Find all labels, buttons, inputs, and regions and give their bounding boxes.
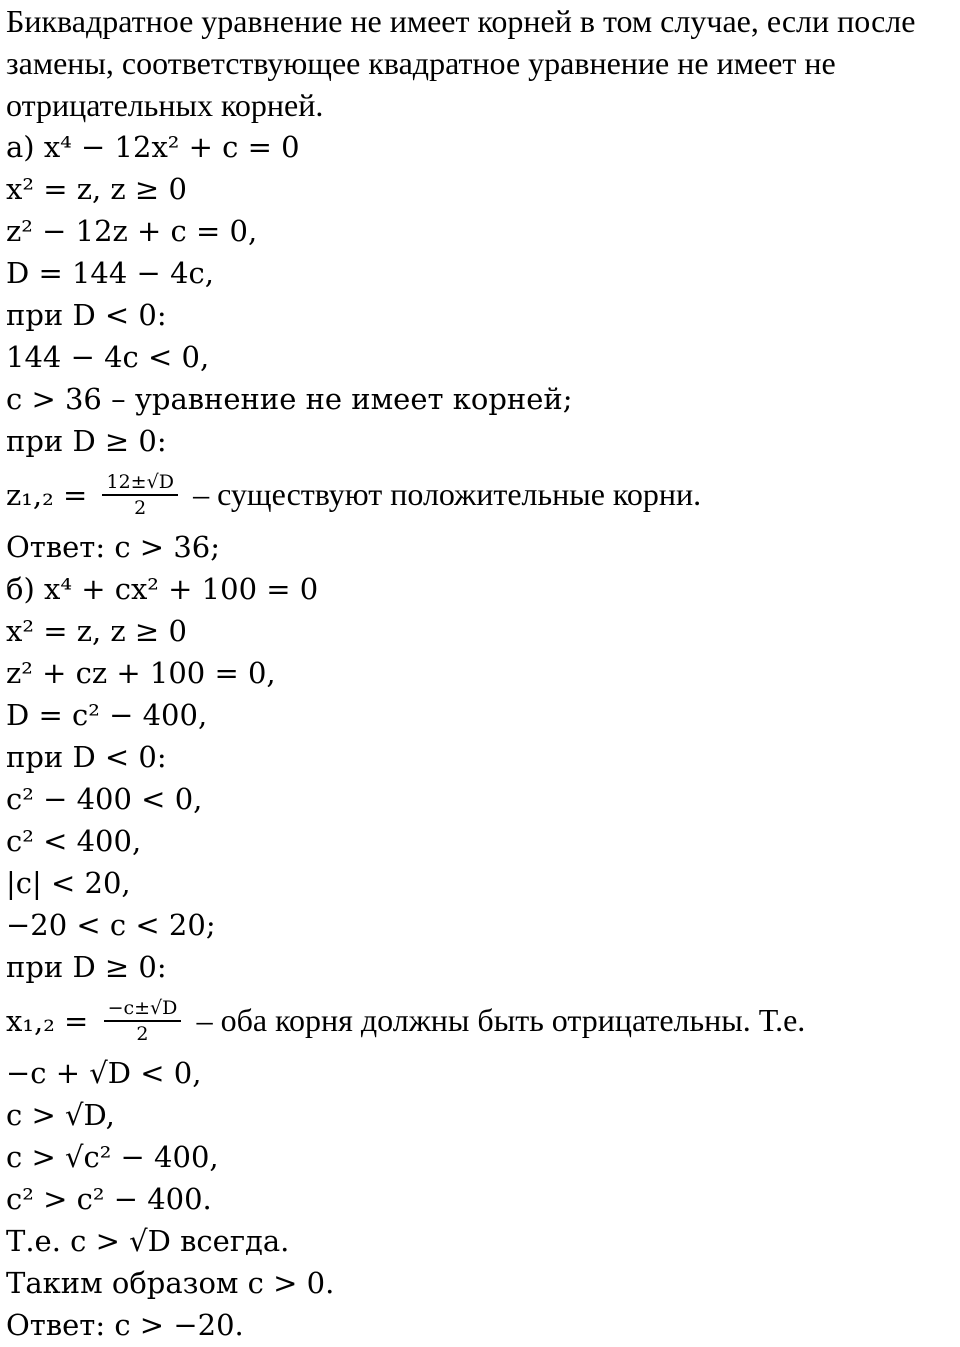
equation-line: c > √D, [6, 1098, 115, 1132]
equation-line: c² > c² − 400. [6, 1182, 212, 1216]
fraction-numerator: 12±√D [102, 471, 177, 496]
fraction-numerator: −c±√D [104, 997, 182, 1022]
fraction-rest: – существуют положительные корни. [193, 476, 702, 512]
text-line: Биквадратное уравнение не имеет корней в том случае, если после [6, 3, 916, 39]
equation-line: c² < 400, [6, 824, 142, 858]
equation-line: D = c² − 400, [6, 698, 208, 732]
text-line: замены, соответствующее квадратное уравнение не имеет не [6, 45, 836, 81]
equation-line: z² − 12z + c = 0, [6, 214, 258, 248]
fraction-lhs: z₁,₂ = [6, 478, 88, 512]
fraction-denominator: 2 [134, 497, 147, 519]
equation-line: Ответ: c > −20. [6, 1308, 244, 1342]
fraction [102, 471, 177, 519]
equation-line: z² + cz + 100 = 0, [6, 656, 276, 690]
fraction-line [6, 462, 956, 526]
equation-line: а) x⁴ − 12x² + c = 0 [6, 130, 300, 164]
equation-line: б) x⁴ + cx² + 100 = 0 [6, 572, 319, 606]
equation-line: Таким образом c > 0. [6, 1266, 335, 1300]
fraction-lhs: x₁,₂ = [6, 1004, 89, 1038]
equation-line: x² = z, z ≥ 0 [6, 614, 187, 648]
fraction-denominator: 2 [136, 1023, 149, 1045]
fraction-line [6, 988, 956, 1052]
equation-line: −20 < c < 20; [6, 908, 216, 942]
equation-line: при D ≥ 0: [6, 424, 167, 458]
equation-line: |c| < 20, [6, 866, 131, 900]
text-line: отрицательных корней. [6, 87, 324, 123]
solution-document [6, 0, 956, 1346]
equation-line: при D ≥ 0: [6, 950, 167, 984]
equation-line: Ответ: c > 36; [6, 530, 220, 564]
fraction-rest: – оба корня должны быть отрицательны. Т.е. [196, 1002, 806, 1038]
equation-line: c² − 400 < 0, [6, 782, 203, 816]
equation-line: 144 − 4c < 0, [6, 340, 210, 374]
equation-line: −c + √D < 0, [6, 1056, 202, 1090]
fraction [104, 997, 182, 1045]
equation-line: x² = z, z ≥ 0 [6, 172, 187, 206]
equation-line: при D < 0: [6, 298, 167, 332]
equation-line: Т.е. c > √D всегда. [6, 1224, 290, 1258]
equation-line: D = 144 − 4c, [6, 256, 214, 290]
equation-line: c > 36 – уравнение не имеет корней; [6, 382, 573, 416]
equation-line: при D < 0: [6, 740, 167, 774]
equation-line: c > √c² − 400, [6, 1140, 219, 1174]
